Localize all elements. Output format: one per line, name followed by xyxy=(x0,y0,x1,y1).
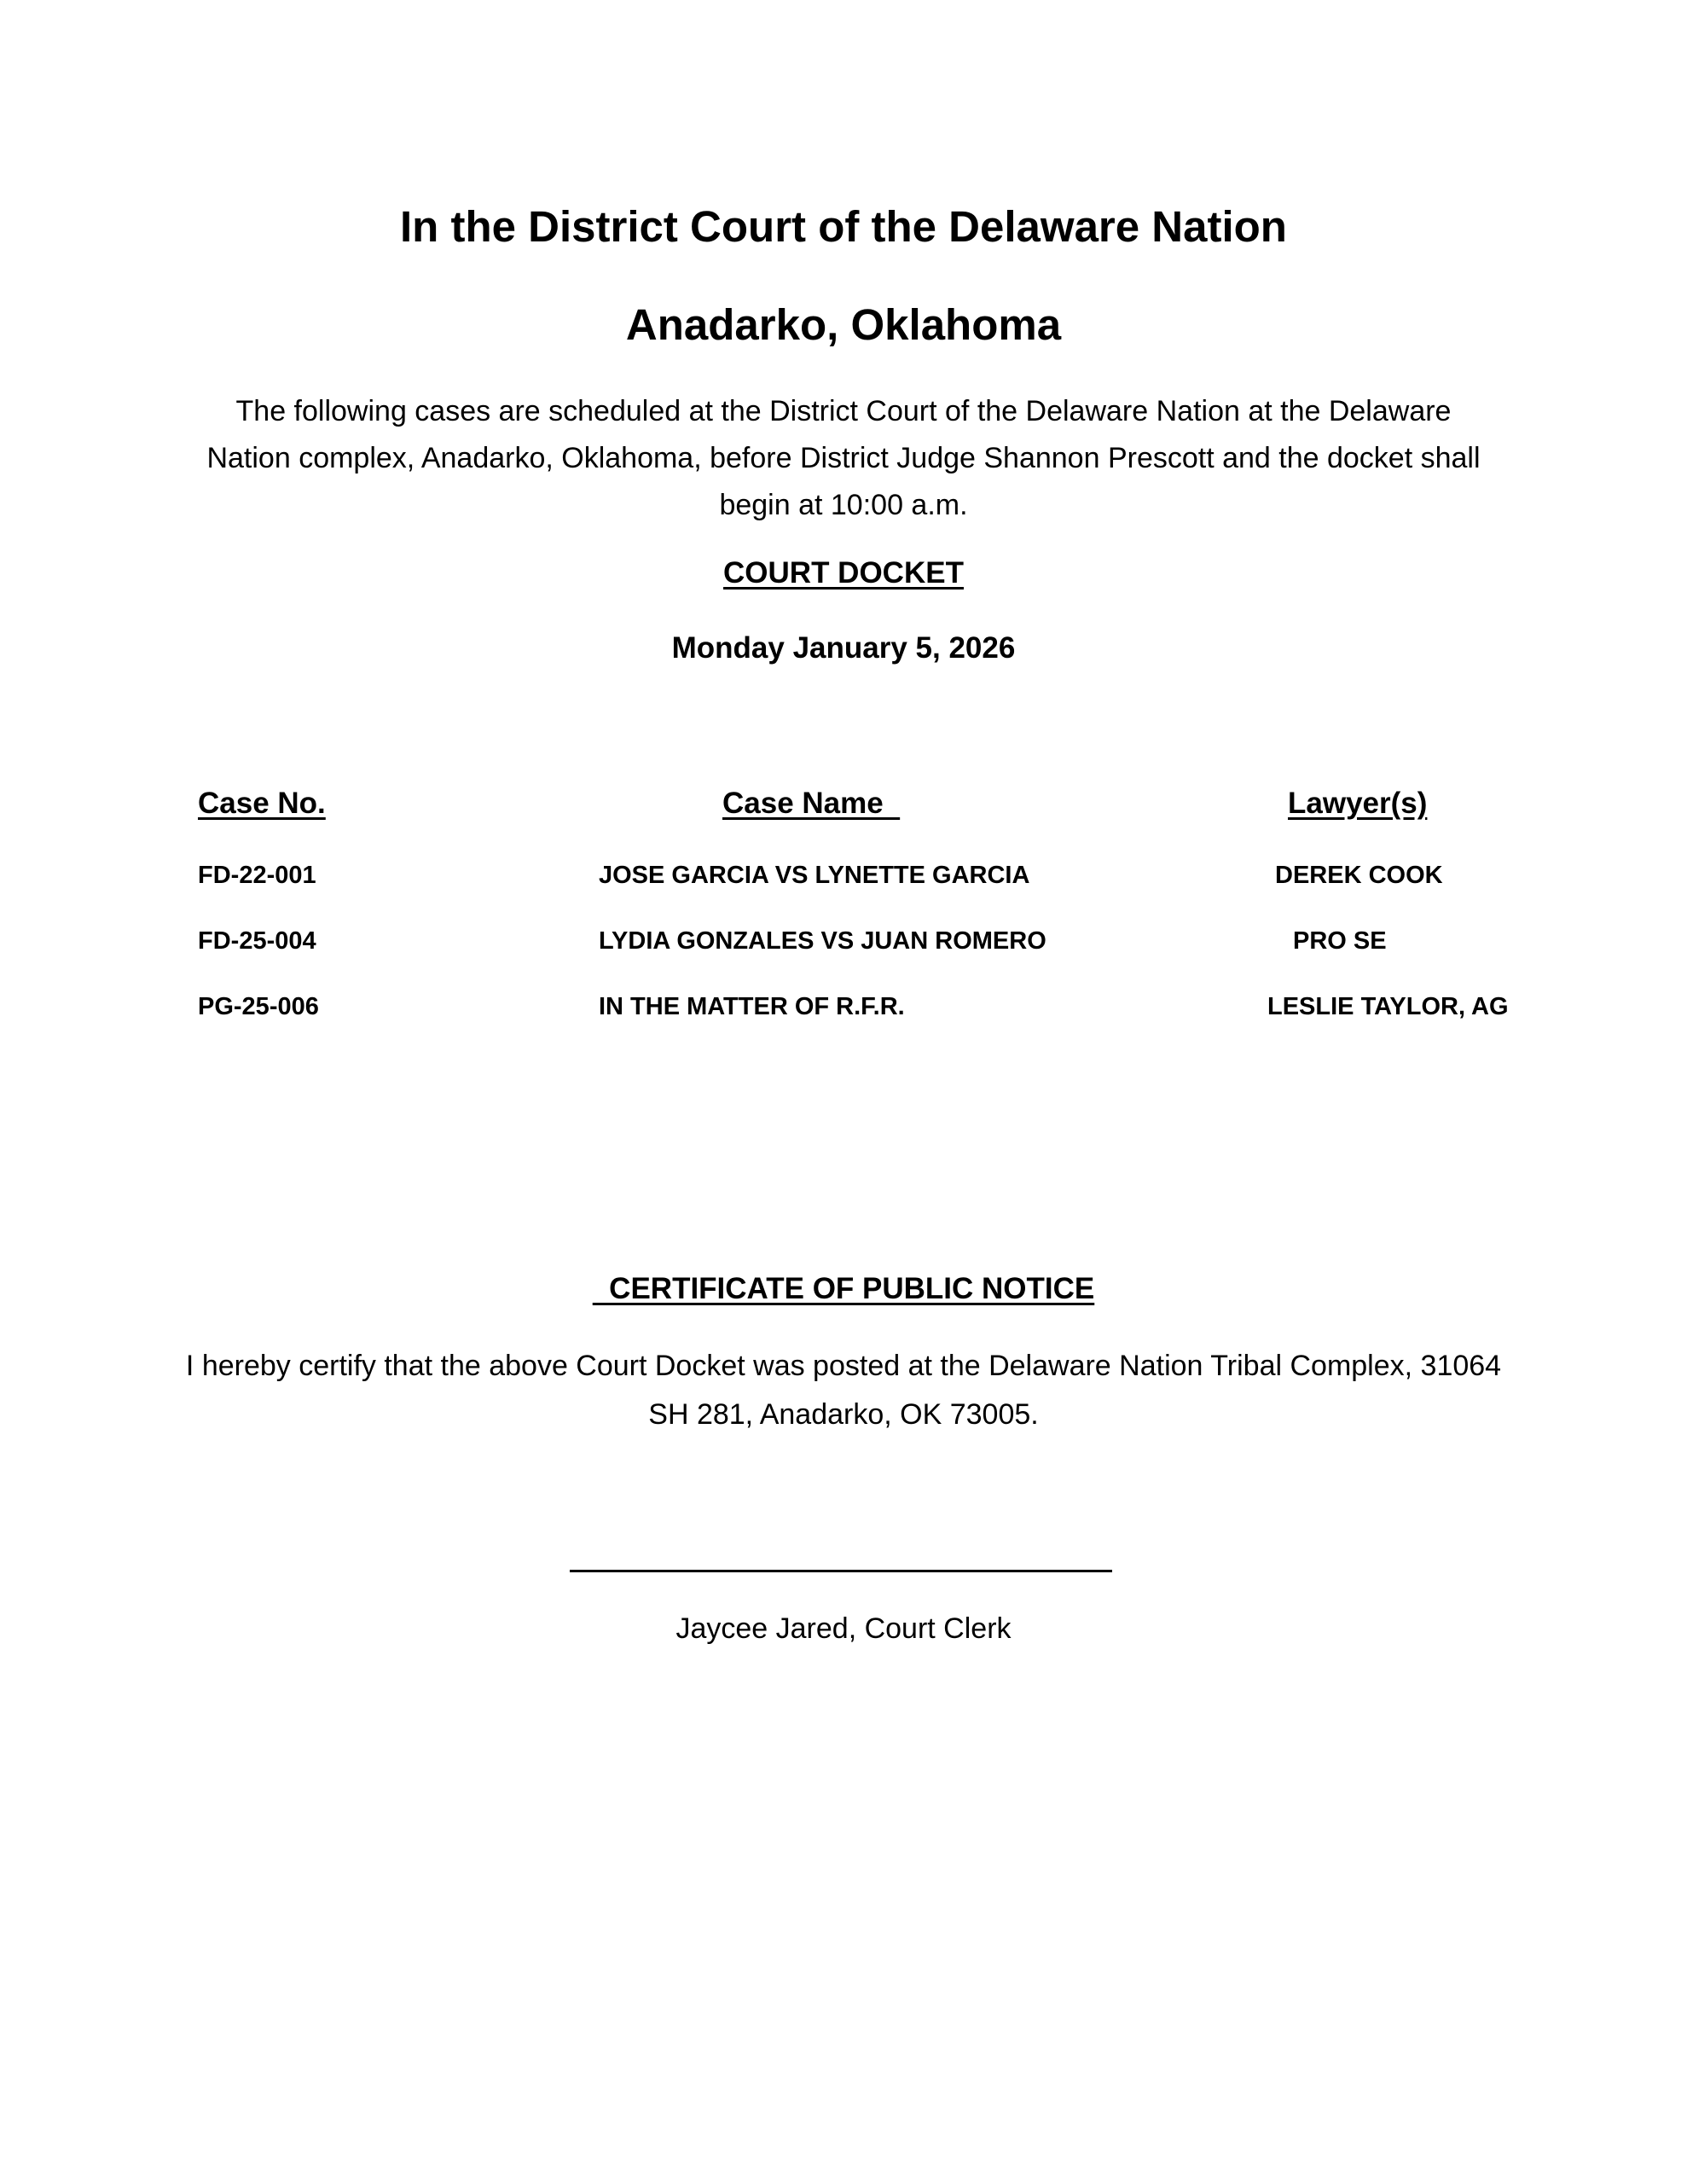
certificate-heading-wrap xyxy=(0,1272,1687,1306)
docket-heading: COURT DOCKET xyxy=(723,556,964,590)
intro-paragraph: The following cases are scheduled at the District Court of the Delaware Nation at the Delaware Nation complex, Anadarko, Oklahoma, before District Judge Shannon Prescott and the docket shall begin at 10:00 a.m. xyxy=(206,395,1481,521)
court-title: In the District Court of the Delaware Nation xyxy=(400,202,1287,251)
case-no-cell: FD-22-001 xyxy=(198,862,316,889)
column-header-case-no: Case No. xyxy=(198,787,326,820)
court-location: Anadarko, Oklahoma xyxy=(625,300,1062,349)
docket-heading-wrap xyxy=(0,556,1687,590)
docket-date: Monday January 5, 2026 xyxy=(671,631,1016,665)
case-name-cell: LYDIA GONZALES VS JUAN ROMERO xyxy=(599,927,1046,955)
table-row xyxy=(0,927,1687,961)
lawyer-cell: DEREK COOK xyxy=(1275,862,1443,889)
table-row xyxy=(0,993,1687,1027)
case-no-cell: PG-25-006 xyxy=(198,993,319,1020)
case-no-cell: FD-25-004 xyxy=(198,927,316,955)
lawyer-cell: PRO SE xyxy=(1293,927,1387,955)
certificate-heading: CERTIFICATE OF PUBLIC NOTICE xyxy=(592,1272,1095,1305)
signatory-name: Jaycee Jared, Court Clerk xyxy=(675,1612,1012,1645)
certificate-text: I hereby certify that the above Court Docket was posted at the Delaware Nation Tribal Complex, 31064 SH 281, Anadarko, OK 73005. xyxy=(185,1350,1502,1431)
lawyer-cell: LESLIE TAYLOR, AG xyxy=(1267,993,1509,1020)
column-header-case-name: Case Name xyxy=(722,787,901,820)
case-name-cell: JOSE GARCIA VS LYNETTE GARCIA xyxy=(599,862,1030,889)
signature-line xyxy=(570,1570,1112,1572)
column-header-lawyers: Lawyer(s) xyxy=(1288,787,1428,820)
case-name-cell: IN THE MATTER OF R.F.R. xyxy=(599,993,905,1020)
table-row xyxy=(0,862,1687,896)
